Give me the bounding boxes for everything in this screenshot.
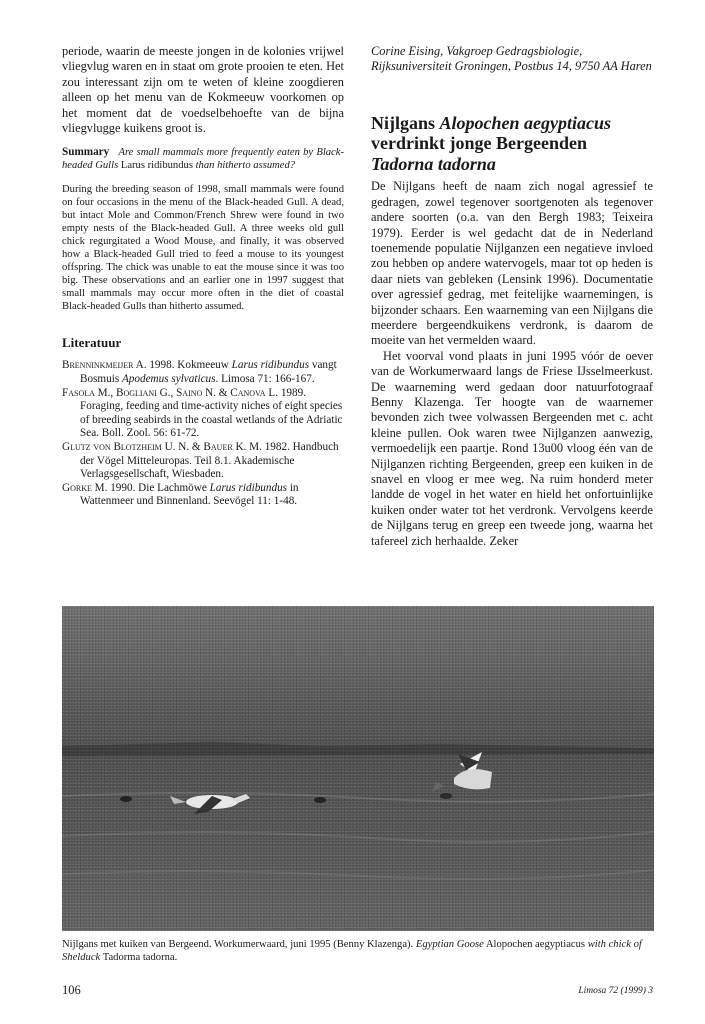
figure-caption — [62, 938, 654, 964]
reference-authors: Gorke M. — [62, 481, 108, 494]
photo-figure — [62, 606, 654, 931]
left-column — [62, 44, 344, 509]
title-plain: Nijlgans — [371, 112, 440, 133]
caption-dutch: Nijlgans met kuiken van Bergeend. Workumerwaard, juni 1995 (Benny Klazenga). — [62, 939, 414, 950]
photo-illustration — [62, 606, 654, 931]
reference-text-end: . Limosa 71: 166-167. — [215, 373, 315, 386]
reference-species-2: Apodemus sylvaticus — [121, 373, 216, 386]
caption-with: with chick of Shelduck — [62, 939, 642, 963]
reference-text-mid: in Wattenmeer und Binnenland. Seevögel 11: 1-48. — [80, 481, 299, 508]
caption-species-1: Alopochen aegyptiacus — [485, 939, 586, 950]
article-title — [371, 113, 653, 175]
summary-species: Larus ridibundus — [120, 160, 193, 172]
title-species-2: Tadorna tadorna — [371, 153, 496, 174]
reference-item — [62, 359, 344, 386]
reference-species: Larus ridibundus — [209, 481, 288, 494]
right-column — [371, 44, 653, 549]
reference-text: 1989. Foraging, feeding and time-activity niches of eight species of breeding seabirds in the coastal wetlands of the Adriatic Sea. Boll. Zool. 56: 61-72. — [80, 386, 343, 440]
reference-authors: Glutz von Blotzheim U. N. & Bauer K. M. — [62, 441, 262, 453]
summary-paragraph — [62, 146, 344, 172]
article-paragraph-1: De Nijlgans heeft de naam zich nogal agressief te gedragen, zowel tegenover soortgenoten als tegenover andere soorten (o.a. van den Bergh 1983; Teixeira 1979). Eerder is wel gedacht dat de in Nederland toenemende populatie Nijlganzen een negatieve invloed zou hebben op andere watervogels, maar tot op heden is daar niets van gebleken (Lensink 1996). Documentatie over agressief gedrag, met feitelijke waarnemingen, is bijzonder schaars. Een waarneming van een Nijlgans die meerdere bergeendkuikens verdronk, is daarom de moeite van het vermelden waard. — [371, 179, 653, 348]
article-paragraph-2: Het voorval vond plaats in juni 1995 vóór de oever van de Workumerwaard langs de Friese IJsselmeerkust. De waarneming werd gedaan door natuurfotograaf Benny Klazenga. Ter hoogte van de waarnemer bevonden zich twee volwassen Bergeenden met c. acht kleine pullen. Ook waren twee Nijlganzen aanwezig, vermoedelijk een paartje. Rond 13u00 vloog één van de Nijlganzen richting Bergeenden, greep een kuiken in de snavel en vloog er mee weg. Na ruim honderd meter landde de vogel in het water en hield het onfortuinlijke kuiken onder water tot het verdronk. Vervolgens keerde de Nijlgans terug en greep een tweede jong, waarna het tafereel zich herhaalde. Zeker — [371, 348, 653, 548]
reference-text: 1982. Handbuch der Vögel Mitteleuropas. Teil 8.1. Akademische Verlagsgesellschaft, Wiesbaden. — [80, 441, 339, 481]
journal-reference: Limosa 72 (1999) 3 — [578, 986, 653, 996]
reference-item — [62, 441, 344, 482]
reference-item — [62, 387, 344, 441]
reference-species: Larus ridibundus — [231, 359, 310, 372]
reference-item — [62, 482, 344, 509]
reference-text: 1990. Die Lachmöwe — [107, 481, 210, 494]
summary-label: Summary — [62, 146, 110, 159]
reference-list — [62, 359, 344, 509]
caption-english: Egyptian Goose — [415, 939, 484, 950]
reference-text: 1998. Kokmeeuw — [146, 359, 232, 372]
title-species-1: Alopochen aegyptiacus — [439, 112, 612, 133]
english-summary-body: During the breeding season of 1998, small mammals were found on four occasions in the menu of the Black-headed Gull. A dead, but intact Mole and Common/French Shrew were found in two empty nests of the Black-headed Gull. A three weeks old gull chick regurgitated a Wood Mouse, and finally, it was observed how a Black-headed Gull tried to feed a mouse to its youngest offspring. The chick was unable to eat the mouse since it was too big. These observations and an earlier one in 1997 suggest that small mammals may occur more often in the diet of coastal Black-headed Gulls than hitherto assumed. — [62, 184, 344, 313]
author-affiliation: Corine Eising, Vakgroep Gedragsbiologie, Rijksuniversiteit Groningen, Postbus 14, 9750 AA Haren — [371, 44, 652, 74]
continuation-paragraph: periode, waarin de meeste jongen in de kolonies vrijwel vliegvlug waren en in staat om grote prooien te eten. Het zou interessant zijn om te weten of kleine zoogdieren alleen op het menu van de Kokmeeuw voorkomen op het moment dat de voedselbehoefte van de bijna vliegvlugge kuikens groot is. — [62, 44, 344, 136]
title-mid: verdrinkt jonge Bergeenden — [371, 133, 587, 154]
caption-species-2: Tadorma tadorna. — [102, 952, 178, 963]
summary-question-b: than hitherto assumed? — [195, 160, 296, 172]
summary-question-a: Are small mammals more frequently eaten by Black-headed Gulls — [62, 147, 344, 172]
page-number: 106 — [62, 983, 81, 997]
reference-text-mid: vangt Bosmuis — [80, 359, 337, 386]
reference-authors: Brenninkmeijer A. — [62, 359, 147, 372]
reference-authors: Fasola M., Bogliani G., Saino N. & Canova L. — [62, 386, 279, 399]
literature-heading: Literatuur — [62, 335, 122, 351]
